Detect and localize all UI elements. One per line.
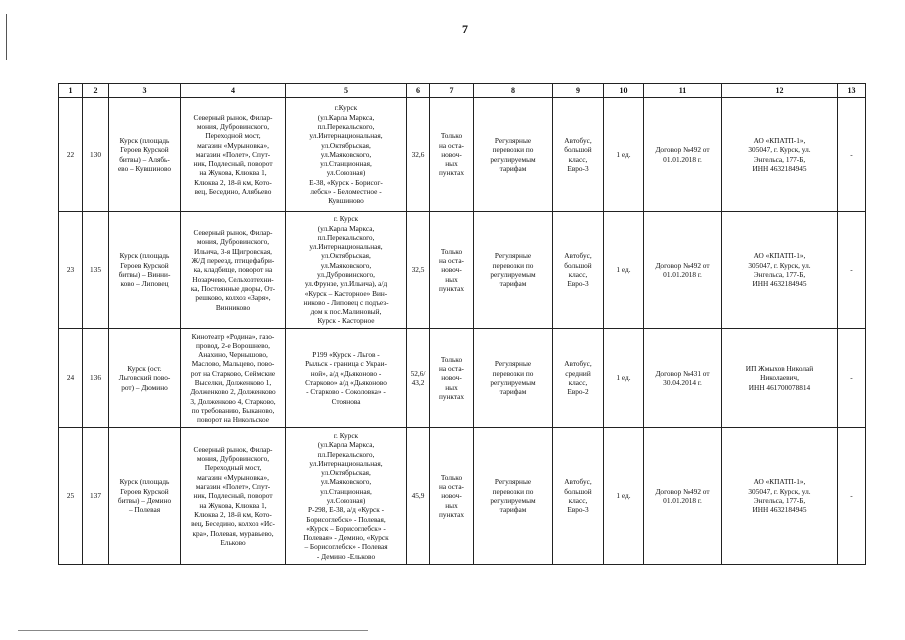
table-row	[59, 428, 866, 565]
route-number: 135	[83, 212, 109, 329]
col-header-13: 13	[838, 84, 866, 98]
route-number: 136	[83, 329, 109, 428]
table-row	[59, 329, 866, 428]
row-number: 23	[59, 212, 83, 329]
vehicle-count: 1 ед.	[604, 98, 644, 212]
stops-list: Северный рынок, Филар- мония, Дубровинского, Переходный мост, магазин «Мурыновка», магазин «Полет», Спут- ник, Подлесный, поворот на Жукова, Клюква 1, Клюква 2, 18-й км, Кото- вец, Беседино, колхоз «Ис- кра», Полевая, муравьево, Ельково	[181, 428, 286, 565]
route-name: Курск (ост. Льговский пово- рот) – Дюмино	[109, 329, 181, 428]
note: -	[838, 329, 866, 428]
carrier: ИП Жмыхов Николай Николаевич, ИНН 461700078814	[722, 329, 838, 428]
boarding-order: Только на оста- новоч- ных пунктах	[430, 212, 474, 329]
col-header-9: 9	[553, 84, 604, 98]
streets-roads: г. Курск (ул.Карла Маркса, пл.Перекальского, ул.Интернациональная, ул.Октябрьская, ул.Маяковского, ул.Станционная, ул.Союзная) Р-298, Е-38, а/д «Курск - Борисоглебск» - Полевая, «Курск – Борисоглебск» - Полевая» - Демино, «Курск – Борисоглебск» - Полевая - Демино -Ельково	[286, 428, 407, 565]
margin-line	[6, 14, 7, 60]
route-length: 32,6	[407, 98, 430, 212]
row-number: 22	[59, 98, 83, 212]
note: -	[838, 428, 866, 565]
vehicle-count: 1 ед.	[604, 329, 644, 428]
row-number: 24	[59, 329, 83, 428]
col-header-4: 4	[181, 84, 286, 98]
col-header-3: 3	[109, 84, 181, 98]
route-name: Курск (площадь Героев Курской битвы) – Винни- ково – Липовец	[109, 212, 181, 329]
note: -	[838, 212, 866, 329]
vehicle-class: Автобус, большой класс, Евро-3	[553, 212, 604, 329]
route-name: Курск (площадь Героев Курской битвы) – Демино – Полевая	[109, 428, 181, 565]
header-row	[59, 84, 866, 98]
vehicle-count: 1 ед.	[604, 212, 644, 329]
boarding-order: Только на оста- новоч- ных пунктах	[430, 329, 474, 428]
stops-list: Кинотеатр «Родина», газо- провод, 2-е Ворошнево, Анахино, Чернышово, Маслово, Мальцево, пово- рот на Старково, Сеймские Выселки, Долженково 1, Долженково 2, Долженково 3, Долженково 4, Старково, по требованию, Быканово, поворот на Никольское	[181, 329, 286, 428]
boarding-order: Только на оста- новоч- ных пунктах	[430, 98, 474, 212]
footer-line	[18, 630, 368, 631]
transport-type: Регулярные перевозки по регулируемым тарифам	[474, 329, 553, 428]
contract: Договор №492 от 01.01.2018 г.	[644, 98, 722, 212]
row-number: 25	[59, 428, 83, 565]
col-header-10: 10	[604, 84, 644, 98]
route-length: 45,9	[407, 428, 430, 565]
routes-table	[58, 83, 866, 565]
col-header-5: 5	[286, 84, 407, 98]
note: -	[838, 98, 866, 212]
transport-type: Регулярные перевозки по регулируемым тарифам	[474, 428, 553, 565]
table-row	[59, 212, 866, 329]
col-header-11: 11	[644, 84, 722, 98]
vehicle-count: 1 ед.	[604, 428, 644, 565]
stops-list: Северный рынок, Филар- мония, Дубровинского, Ильича, 3-я Щигровская, Ж/Д переезд, птицефабри- ка, кладбище, поворот на Нозарчево, Сельхозтехни- ка, Постоянные дворы, От- решково, колхоз «Заря», Винниково	[181, 212, 286, 329]
carrier: АО «КПАТП-1», 305047, г. Курск, ул. Энгельса, 177-Б, ИНН 4632184945	[722, 212, 838, 329]
contract: Договор №492 от 01.01.2018 г.	[644, 428, 722, 565]
col-header-1: 1	[59, 84, 83, 98]
route-name: Курск (площадь Героев Курской битвы) – Алябь- ево – Кувшиново	[109, 98, 181, 212]
streets-roads: г.Курск (ул.Карла Маркса, пл.Перекальского, ул.Интернациональная, ул.Октябрьская, ул.Маяковского, ул.Станционная, ул.Союзная) Е-38, «Курск - Борисог- лебск» - Беломестное - Кувшиново	[286, 98, 407, 212]
col-header-12: 12	[722, 84, 838, 98]
transport-type: Регулярные перевозки по регулируемым тарифам	[474, 212, 553, 329]
route-length: 52,6/ 43,2	[407, 329, 430, 428]
contract: Договор №431 от 30.04.2014 г.	[644, 329, 722, 428]
contract: Договор №492 от 01.01.2018 г.	[644, 212, 722, 329]
col-header-6: 6	[407, 84, 430, 98]
table-row	[59, 98, 866, 212]
col-header-7: 7	[430, 84, 474, 98]
page-number: 7	[462, 22, 468, 36]
route-number: 137	[83, 428, 109, 565]
vehicle-class: Автобус, большой класс, Евро-3	[553, 98, 604, 212]
streets-roads: г. Курск (ул.Карла Маркса, пл.Перекальского, ул.Интернациональная, ул.Октябрьская, ул.Маяковского, ул.Дубровинского, ул.Фрунзе, ул.Ильича), а/д «Курск – Касторное» Вин- никово - Липовец с подъез- дом к пос.Малиновый, Курск - Касторное	[286, 212, 407, 329]
boarding-order: Только на оста- новоч- ных пунктах	[430, 428, 474, 565]
carrier: АО «КПАТП-1», 305047, г. Курск, ул. Энгельса, 177-Б, ИНН 4632184945	[722, 98, 838, 212]
route-number: 130	[83, 98, 109, 212]
vehicle-class: Автобус, средний класс, Евро-2	[553, 329, 604, 428]
carrier: АО «КПАТП-1», 305047, г. Курск, ул. Энгельса, 177-Б, ИНН 4632184945	[722, 428, 838, 565]
vehicle-class: Автобус, большой класс, Евро-3	[553, 428, 604, 565]
col-header-2: 2	[83, 84, 109, 98]
streets-roads: Р199 «Курск - Льгов - Рыльск - граница с Украи- ной», а/д «Дьяконово - Старково» а/д «Дьяконово - Старково - Соколовка» - Стоянова	[286, 329, 407, 428]
stops-list: Северный рынок, Филар- мония, Дубровинского, Переходной мост, магазин «Мурыновка», магазин «Полет», Спут- ник, Подлесный, поворот на Жукова, Клюква 1, Клюква 2, 18-й км, Кото- вец, Беседино, Алябьево	[181, 98, 286, 212]
col-header-8: 8	[474, 84, 553, 98]
transport-type: Регулярные перевозки по регулируемым тарифам	[474, 98, 553, 212]
route-length: 32,5	[407, 212, 430, 329]
